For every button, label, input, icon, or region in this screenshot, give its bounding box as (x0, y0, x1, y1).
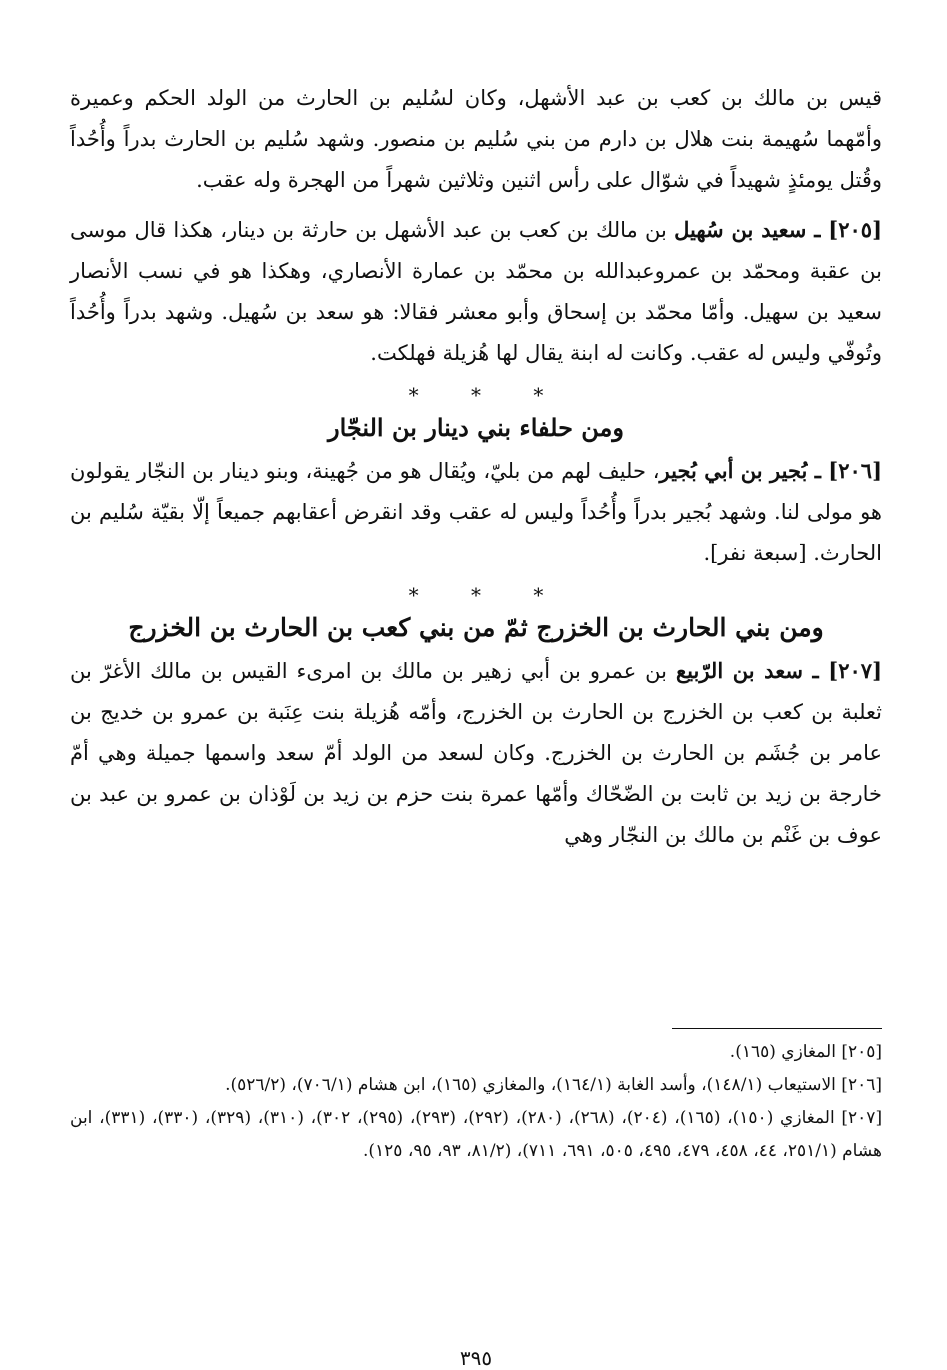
footnote-divider (672, 1028, 882, 1029)
footnote-206: [٢٠٦] الاستيعاب (١٤٨/١)، وأسد الغابة (١٦٤/١)، والمغازي (١٦٥)، ابن هشام (٧٠٦/١)، (٥٢٦/٢). (225, 1075, 882, 1095)
entry-207-body: بن عمرو بن أبي زهير بن مالك بن امرىء القيس بن مالك الأغرّ بن ثعلبة بن كعب بن الخزرج بن الحارث بن الخزرج، وأمّه هُزيلة بنت عِنَبة بن عمرو بن خديج بن عامر بن جُشَم بن الحارث بن الخزرج. وكان لسعد من الولد أمّ سعد واسمها جميلة وهي أمّ خارجة بن زيد بن ثابت بن الضّحّاك وأمّها عمرة بنت حزم بن زيد بن لَوْذان بن عمرو بن عبد بن عوف بن غَنْم بن مالك بن النجّار وهي (70, 659, 882, 847)
entry-205-lead: [٢٠٥] ـ سعيد بن سُهيل (674, 217, 883, 242)
section-separator: * * * (408, 383, 544, 407)
entry-205-body: بن مالك بن كعب بن عبد الأشهل بن حارثة بن دينار، هكذا قال موسى بن عقبة ومحمّد بن عمروعبدالله بن محمّد بن عمارة الأنصاري، وهكذا هو في نسب الأنصار سعيد بن سهيل. وأمّا محمّد بن إسحاق وأبو معشر فقالا: هو سعد بن سُهيل. وشهد بدراً وأُحُداً وتُوفّي وليس له عقب. وكانت له ابنة يقال لها هُزيلة فهلكت. (70, 218, 882, 365)
section-heading-1: ومن حلفاء بني دينار بن النجّار (327, 413, 624, 442)
footnotes (70, 1036, 882, 1168)
entry-206 (70, 450, 882, 574)
entry-205 (70, 209, 882, 374)
page-number: ٣٩٥ (459, 1346, 493, 1370)
entry-207 (70, 650, 882, 856)
paragraph-text: قيس بن مالك بن كعب بن عبد الأشهل، وكان لسُليم بن الحارث من الولد الحكم وعميرة وأمّهما سُهيمة بنت هلال بن دارم من بني سُليم بن منصور. وشهد سُليم بن الحارث بدراً وأُحُداً وقُتل يومئذٍ شهيداً في شوّال على رأس اثنين وثلاثين شهراً من الهجرة وله عقب. (70, 86, 882, 192)
section-separator-2: * * * (408, 583, 544, 607)
book-page (70, 78, 883, 1370)
entry-206-body: ، حليف لهم من بليّ، ويُقال هو من جُهينة، وبنو دينار بن النجّار يقولون هو مولى لنا. وشهد بُجير بدراً وأُحُداً وليس له عقب وقد انقرض أعقابهم جميعاً إلّا بقيّة سُليم بن الحارث. [سبعة نفر]. (70, 459, 882, 565)
entry-207-lead: [٢٠٧] ـ سعد بن الرّبيع (675, 658, 882, 683)
section-heading-2: ومن بني الحارث بن الخزرج ثمّ من بني كعب بن الحارث بن الخزرج (128, 613, 824, 642)
entry-206-lead: [٢٠٦] ـ بُجير بن أبي بُجير (659, 458, 883, 483)
paragraph-continuation (70, 78, 882, 201)
footnote-205: [٢٠٥] المغازي (١٦٥). (729, 1042, 882, 1062)
footnote-207: [٢٠٧] المغازي (١٥٠)، (١٦٥)، (٢٠٤)، (٢٦٨)، (٢٨٠)، (٢٩٢)، (٢٩٣)، (٢٩٥)، ٣٠٢)، (٣١٠)، (٣٢٩)، (٣٣٠)، (٣٣١)، ابن هشام (٢٥١/١، ٤٤، ٤٥٨، ٤٧٩، ٤٩٥، ٥٠٥، ٦٩١، ٧١١)، (٨١/٢، ٩٣، ٩٥، ١٢٥). (70, 1108, 883, 1161)
main-text (70, 78, 882, 856)
